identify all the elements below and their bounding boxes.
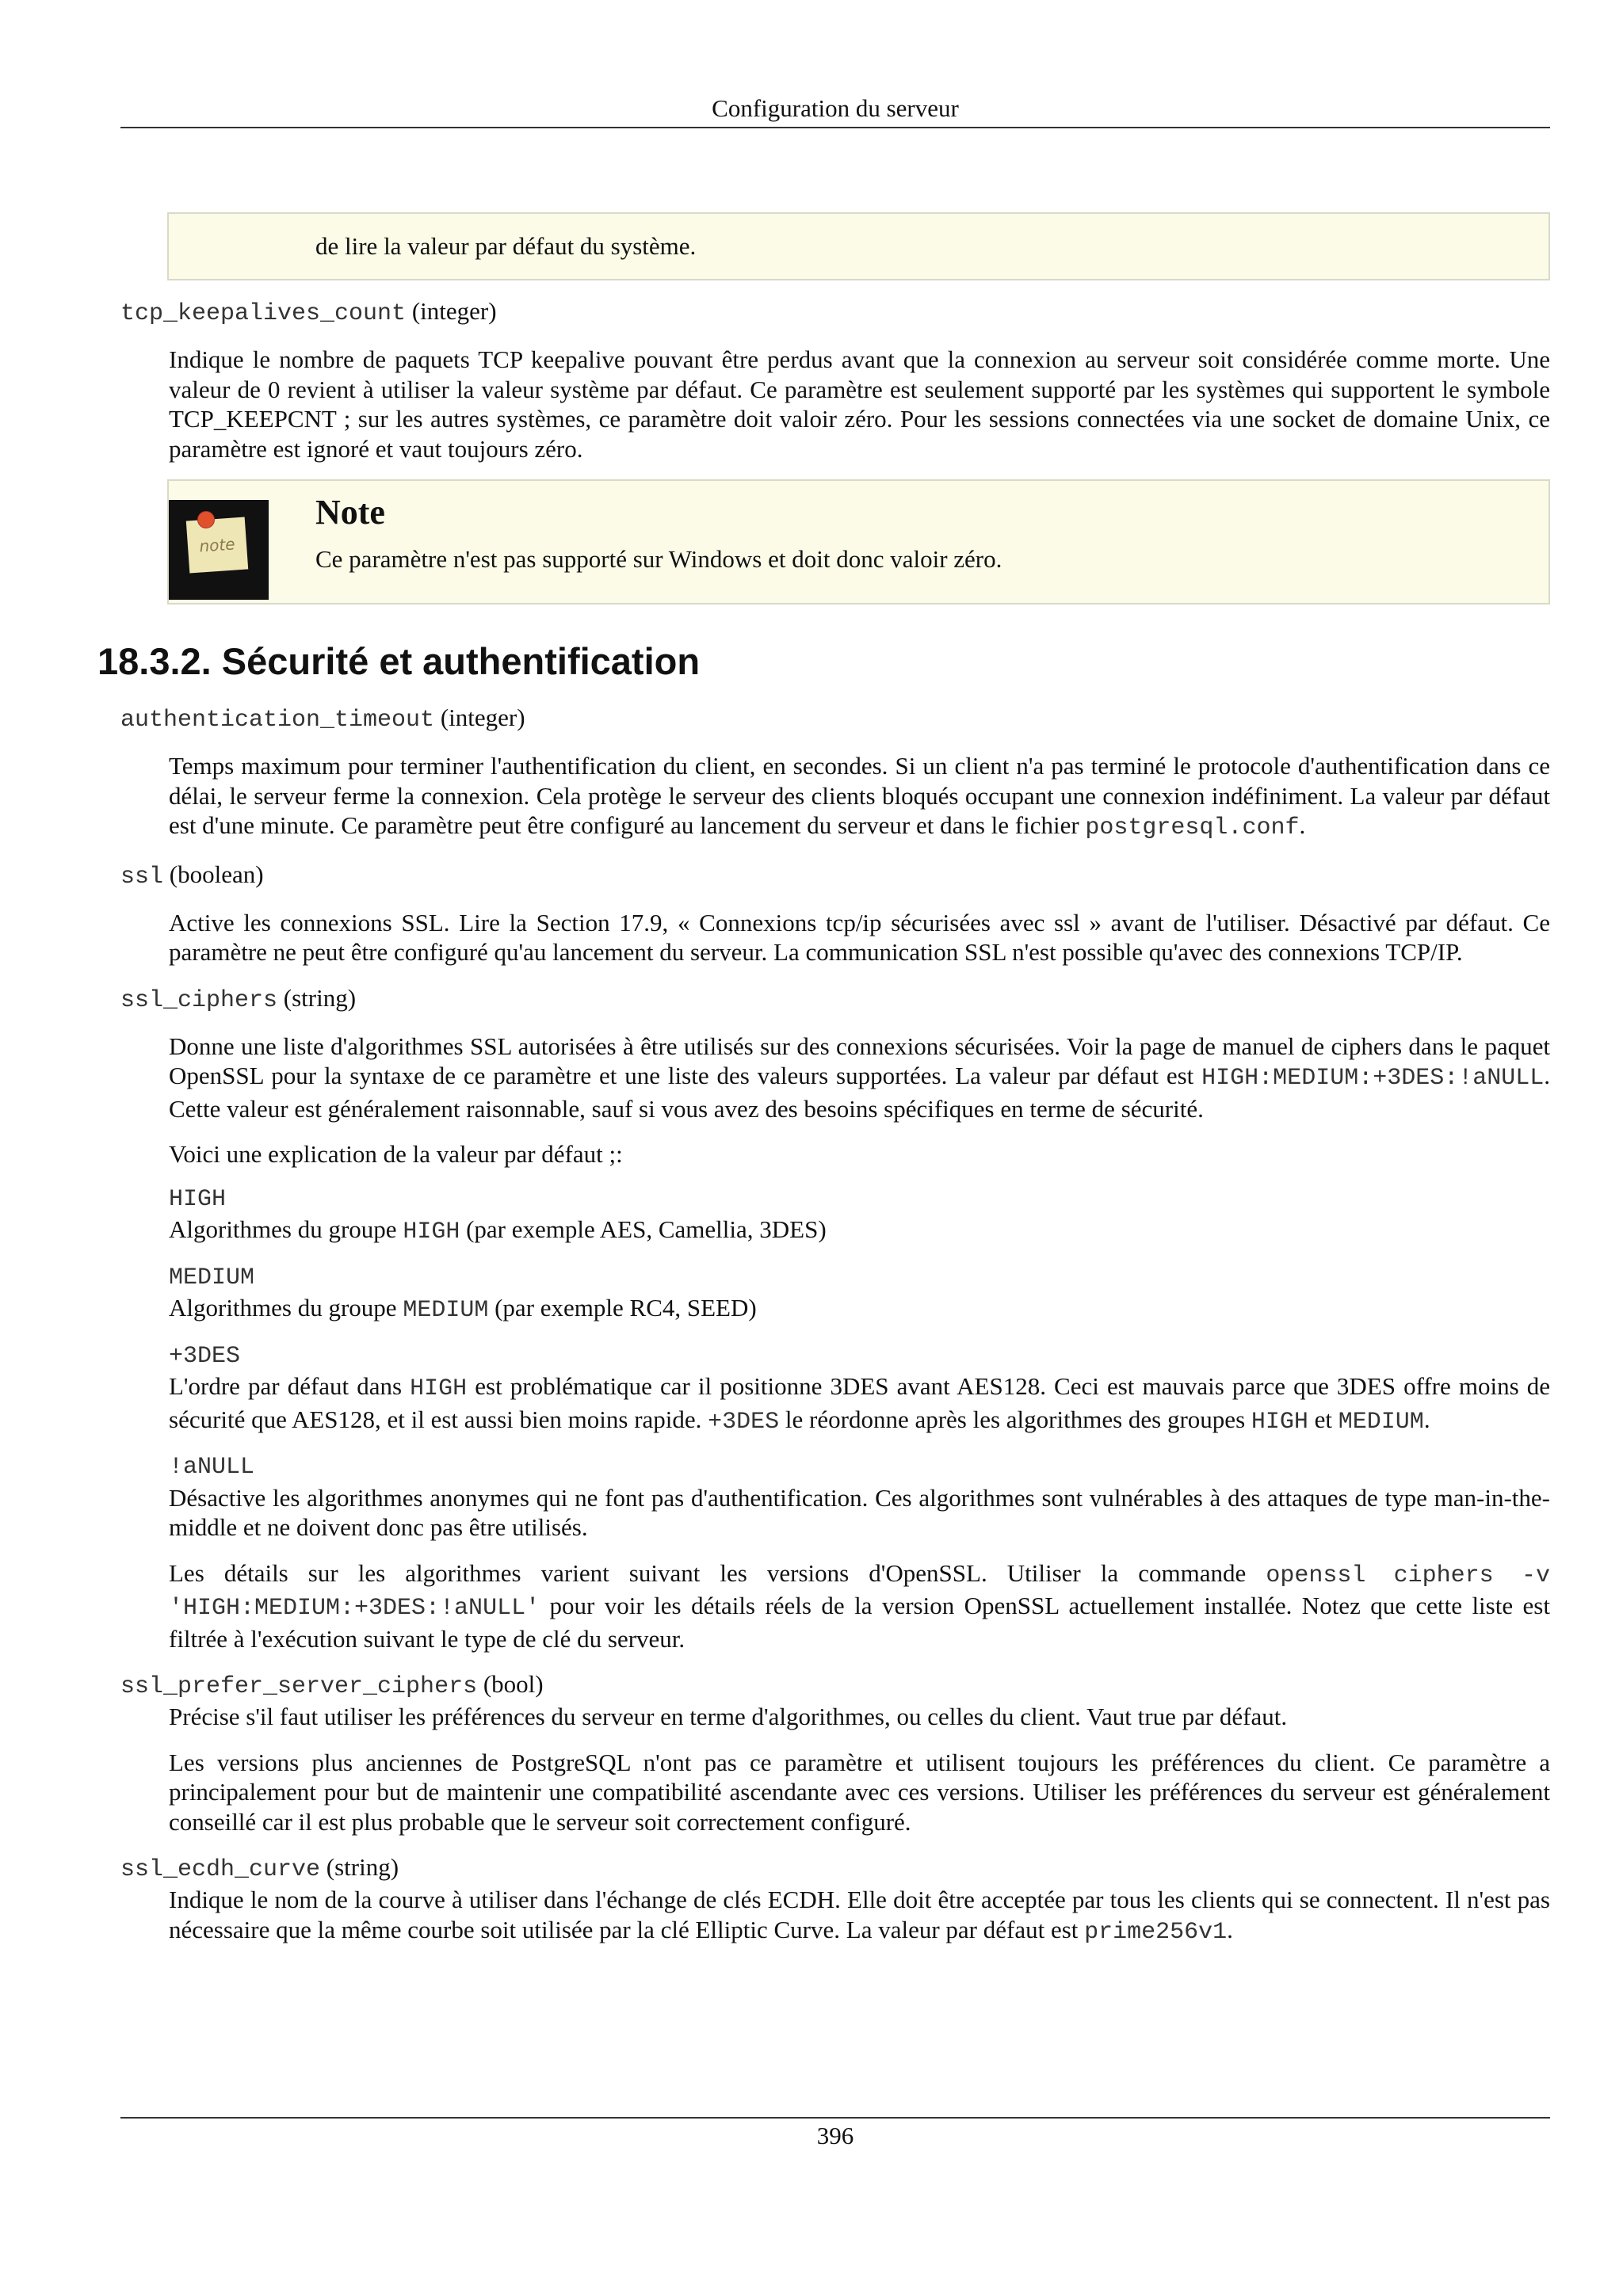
- param-name: authentication_timeout: [120, 707, 435, 734]
- param-def-ssl-ecdh-curve: [169, 1885, 1550, 1947]
- param-def-ssl: [169, 908, 1550, 967]
- varlist-desc: Algorithmes du groupe MEDIUM (par exemple RC4, SEED): [169, 1294, 757, 1324]
- param-description: Indique le nom de la courve à utiliser dans l'échange de clés ECDH. Elle doit être acceptée par tous les clients qui se connectent. Il n'est pas nécessaire que la même courbe soit utilisée par la clé Elliptic Curve. La valeur par défaut est prime256v1.: [169, 1886, 1550, 1946]
- continued-note-text: de lire la valeur par défaut du système.: [315, 232, 697, 260]
- varlist-term: HIGH: [169, 1185, 227, 1213]
- param-type: (string): [326, 1853, 399, 1881]
- param-term-ssl: [120, 860, 1550, 892]
- default-value: prime256v1: [1084, 1918, 1228, 1946]
- section-title: 18.3.2. Sécurité et authentification: [97, 640, 701, 682]
- details-paragraph: Les détails sur les algorithmes varient suivant les versions d'OpenSSL. Utiliser la commande openssl ciphers -v 'HIGH:MEDIUM:+3DES:!aNULL' pour voir les détails réels de la version OpenSSL actuellement installée. Notez que cette liste est filtrée à l'exécution suivant le type de clé du serveur.: [169, 1558, 1550, 1653]
- filename: postgresql.conf: [1085, 814, 1300, 841]
- note-box: [167, 479, 1550, 605]
- param-name: ssl: [120, 863, 164, 891]
- param-name: ssl_prefer_server_ciphers: [120, 1673, 478, 1700]
- varlist-term: +3DES: [169, 1342, 241, 1370]
- param-def-authentication-timeout: [169, 751, 1550, 844]
- param-type: (string): [283, 983, 357, 1012]
- param-description: Précise s'il faut utiliser les préférences du serveur en terme d'algorithmes, ou celles du client. Vaut true par défaut.: [169, 1703, 1288, 1730]
- param-term-ssl-prefer-server-ciphers: [120, 1669, 1550, 1702]
- param-description: Active les connexions SSL. Lire la Section 17.9, « Connexions tcp/ip sécurisées avec ssl » avant de l'utiliser. Désactivé par défaut. Ce paramètre ne peut être configuré qu'au lancement du serveur. La communication SSL n'est possible qu'avec des connexions TCP/IP.: [169, 908, 1550, 966]
- param-def-ssl-prefer-server-ciphers: [169, 1702, 1550, 1836]
- param-term-authentication-timeout: [120, 703, 1550, 735]
- varlist-term: !aNULL: [169, 1454, 255, 1481]
- param-type: (bool): [483, 1670, 544, 1698]
- param-name: ssl_ecdh_curve: [120, 1856, 321, 1883]
- param-term-ssl-ciphers: [120, 983, 1550, 1016]
- varlist-term: MEDIUM: [169, 1264, 255, 1291]
- continued-note-box: [167, 212, 1550, 280]
- footer-rule: [120, 2117, 1550, 2119]
- param-type: (boolean): [169, 860, 264, 888]
- param-type: (integer): [440, 704, 525, 731]
- param-term-tcp-keepalives-count: [120, 296, 1550, 329]
- command-example: openssl ciphers -v 'HIGH:MEDIUM:+3DES:!aNULL': [169, 1562, 1550, 1622]
- default-value: HIGH:MEDIUM:+3DES:!aNULL: [1201, 1065, 1545, 1092]
- page-number: 396: [816, 2122, 854, 2149]
- param-def-tcp-keepalives-count: [169, 345, 1550, 463]
- varlist-desc: Désactive les algorithmes anonymes qui ne font pas d'authentification. Ces algorithmes sont vulnérables à des attaques de type man-in-the-middle et ne doivent donc pas être utilisés.: [169, 1483, 1550, 1541]
- note-text: Ce paramètre n'est pas supporté sur Windows et doit donc valoir zéro.: [315, 545, 1002, 573]
- note-title: Note: [315, 493, 385, 532]
- param-name: ssl_ciphers: [120, 986, 278, 1014]
- param-description: Indique le nombre de paquets TCP keepalive pouvant être perdus avant que la connexion au serveur soit considérée comme morte. Une valeur de 0 revient à utiliser la valeur système par défaut. Ce paramètre est seulement supporté par les systèmes qui supportent le symbole TCP_KEEPCNT ; sur les autres systèmes, ce paramètre doit valoir zéro. Pour les sessions connectées via une socket de domaine Unix, ce paramètre est ignoré et vaut toujours zéro.: [169, 345, 1550, 463]
- note-icon: note: [169, 500, 269, 600]
- varlist-desc: L'ordre par défaut dans HIGH est problématique car il positionne 3DES avant AES128. Ceci est mauvais parce que 3DES offre moins de sécurité que AES128, et il est aussi bien moins rapide. +3DES le réordonne après les algorithmes des groupes HIGH et MEDIUM.: [169, 1372, 1550, 1436]
- param-description: Donne une liste d'algorithmes SSL autorisées à être utilisés sur des connexions sécurisées. Voir la page de manuel de ciphers dans le paquet OpenSSL pour la syntaxe de ce paramètre et une liste des valeurs supportées. La valeur par défaut est HIGH:MEDIUM:+3DES:!aNULL. Cette valeur est généralement raisonnable, sauf si vous avez des besoins spécifiques en terme de sécurité.: [169, 1032, 1550, 1123]
- explanation-intro: Voici une explication de la valeur par défaut ;:: [169, 1140, 623, 1168]
- param-description-2: Les versions plus anciennes de PostgreSQL n'ont pas ce paramètre et utilisent toujours les préférences du client. Ce paramètre a principalement pour but de maintenir une compatibilité ascendante avec ces versions. Utiliser les préférences du serveur est généralement conseillé car il est plus probable que le serveur soit correctement configuré.: [169, 1748, 1550, 1836]
- header-rule: [120, 127, 1550, 128]
- param-type: (integer): [411, 297, 497, 325]
- varlist-desc: Algorithmes du groupe HIGH (par exemple AES, Camellia, 3DES): [169, 1215, 827, 1245]
- page-header: Configuration du serveur: [712, 94, 959, 122]
- page-content: [97, 212, 1550, 1947]
- param-name: tcp_keepalives_count: [120, 300, 407, 327]
- pushpin-icon: [197, 511, 215, 528]
- param-description: Temps maximum pour terminer l'authentification du client, en secondes. Si un client n'a pas terminé le protocole d'authentification dans ce délai, le serveur ferme la connexion. Cela protège le serveur des clients bloqués occupant une connexion indéfiniment. La valeur par défaut est d'une minute. Ce paramètre peut être configuré au lancement du serveur et dans le fichier postgresql.conf.: [169, 752, 1550, 841]
- param-term-ssl-ecdh-curve: [120, 1852, 1550, 1885]
- param-def-ssl-ciphers: [169, 1032, 1550, 1654]
